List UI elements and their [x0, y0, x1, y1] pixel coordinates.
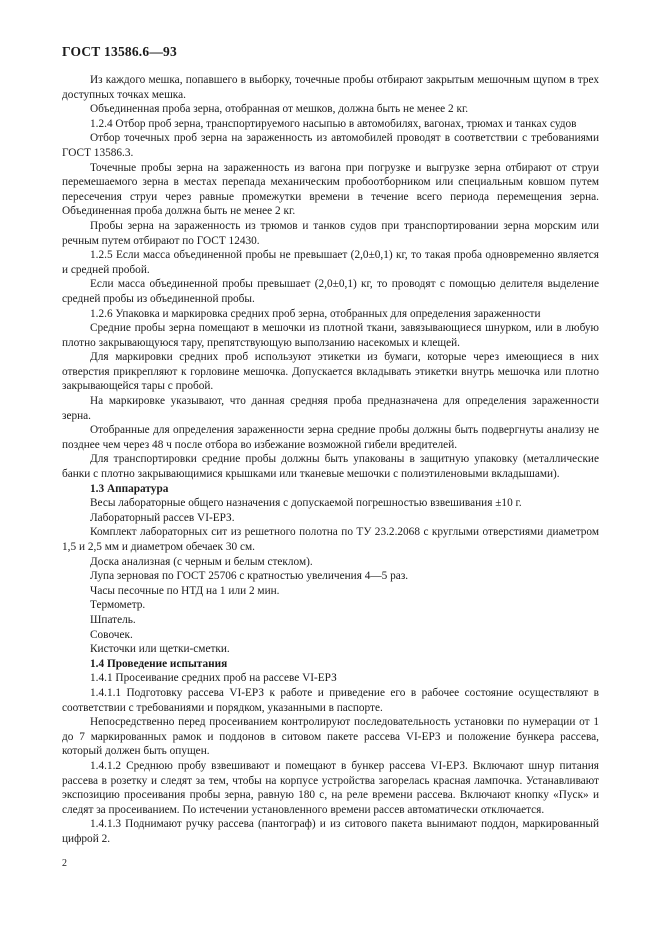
paragraph: Доска анализная (с черным и белым стеклом). — [90, 555, 313, 568]
page-number: 2 — [62, 858, 67, 869]
paragraph: Объединенная проба зерна, отобранная от мешков, должна быть не менее 2 кг. — [90, 103, 469, 116]
paragraph: Отбор точечных проб зерна на зараженность из автомобилей проводят в соответствии с требованиями ГОСТ 13586.3. — [62, 132, 599, 159]
paragraph: 1.4.1.1 Подготовку рассева VI-ЕРЗ к работе и приведение его в рабочее состояние осуществляют в соответствии с требованиями и порядком, указанными в паспорте. — [62, 686, 599, 714]
paragraph: Из каждого мешка, попавшего в выборку, точечные пробы отбирают закрытым мешочным щупом в трех доступных точках мешка. — [62, 74, 599, 101]
paragraph: Точечные пробы зерна на зараженность из вагона при погрузке и выгрузке зерна отбирают от струи перемешаемого зерна в местах перепада механическим пробоотборником или специальным ковшом путем пересечения струи через равные промежутки времени в течение всего периода перемещения зерна. Объединенная проба должна быть не менее 2 кг. — [62, 161, 599, 218]
paragraph: Непосредственно перед просеиванием контролируют последовательность установки по нумерации от 1 до 7 маркированных рамок и поддонов в ситовом пакете рассева VI-ЕРЗ и положение бункера рассева, который должен быть опущен. — [62, 716, 599, 758]
paragraph: На маркировке указывают, что данная средняя проба предназначена для определения зараженности зерна. — [62, 395, 599, 422]
document-header: ГОСТ 13586.6—93 — [62, 44, 177, 59]
document-body — [62, 73, 599, 846]
paragraph: Совочек. — [90, 628, 133, 641]
paragraph: Весы лабораторные общего назначения с допускаемой погрешностью взвешивания ±10 г. — [90, 497, 522, 510]
paragraph: 1.4.1.2 Среднюю пробу взвешивают и помещают в бункер рассева VI-ЕРЗ. Включают шнур питания рассева в розетку и следят за тем, чтобы на корпусе устройства загорелась красная лампочка. Устанавливают экспозицию просеивания пробы зерна, равную 180 с, на реле времени рассева. Включают кнопку «Пуск» и следят за просеиванием. По истечении установленного времени рассев автоматически отключается. — [62, 759, 599, 816]
paragraph: Комплект лабораторных сит из решетного полотна по ТУ 23.2.2068 с круглыми отверстиями диаметром 1,5 и 2,5 мм и диаметром обечаек 30 см. — [62, 526, 599, 553]
section-heading: 1.4 Проведение испытания — [90, 657, 228, 670]
paragraph: 1.4.1.3 Поднимают ручку рассева (пантограф) и из ситового пакета вынимают поддон, маркированный цифрой 2. — [62, 818, 599, 845]
paragraph: Шпатель. — [90, 613, 136, 626]
paragraph: Лабораторный рассев VI-ЕРЗ. — [90, 511, 235, 524]
paragraph: Средние пробы зерна помещают в мешочки из плотной ткани, завязывающиеся шнурком, или в любую плотно закрывающуюся тару, препятствующую выползанию насекомых и клещей. — [62, 322, 599, 349]
paragraph: Лупа зерновая по ГОСТ 25706 с кратностью увеличения 4—5 раз. — [90, 570, 409, 583]
paragraph: Отобранные для определения зараженности зерна средние пробы должны быть подвергнуты анализу не позднее чем через 48 ч после отбора во избежание возможной гибели вредителей. — [62, 424, 599, 451]
paragraph: Для маркировки средних проб используют этикетки из бумаги, которые через имеющиеся в них отверстия прикрепляют к горловине мешочка. Допускается вкладывать этикетки внутрь мешочка или плотно закрывающейся тары с пробой. — [62, 351, 599, 393]
paragraph: Для транспортировки средние пробы должны быть упакованы в защитную упаковку (металлические банки с плотно закрывающимися крышками или тканевые мешочки с полиэтиленовыми вкладышами). — [62, 453, 599, 481]
paragraph: 1.2.6 Упаковка и маркировка средних проб зерна, отобранных для определения зараженности — [90, 307, 541, 320]
paragraph: 1.2.4 Отбор проб зерна, транспортируемого насыпью в автомобилях, вагонах, трюмах и танках судов — [90, 117, 577, 130]
paragraph: 1.4.1 Просеивание средних проб на рассеве VI-ЕРЗ — [90, 672, 337, 685]
paragraph: Пробы зерна на зараженность из трюмов и танков судов при транспортировании зерна морским или речным путем отбирают по ГОСТ 12430. — [62, 219, 599, 247]
paragraph: Если масса объединенной пробы превышает (2,0±0,1) кг, то проводят с помощью делителя выделение средней пробы из объединенной пробы. — [62, 278, 599, 305]
paragraph: Термометр. — [90, 599, 146, 612]
paragraph: Часы песочные по НТД на 1 или 2 мин. — [90, 584, 280, 597]
section-heading: 1.3 Аппаратура — [90, 482, 169, 495]
paragraph: Кисточки или щетки-сметки. — [90, 643, 230, 656]
paragraph: 1.2.5 Если масса объединенной пробы не превышает (2,0±0,1) кг, то такая проба одновременно является и средней пробой. — [62, 249, 599, 276]
